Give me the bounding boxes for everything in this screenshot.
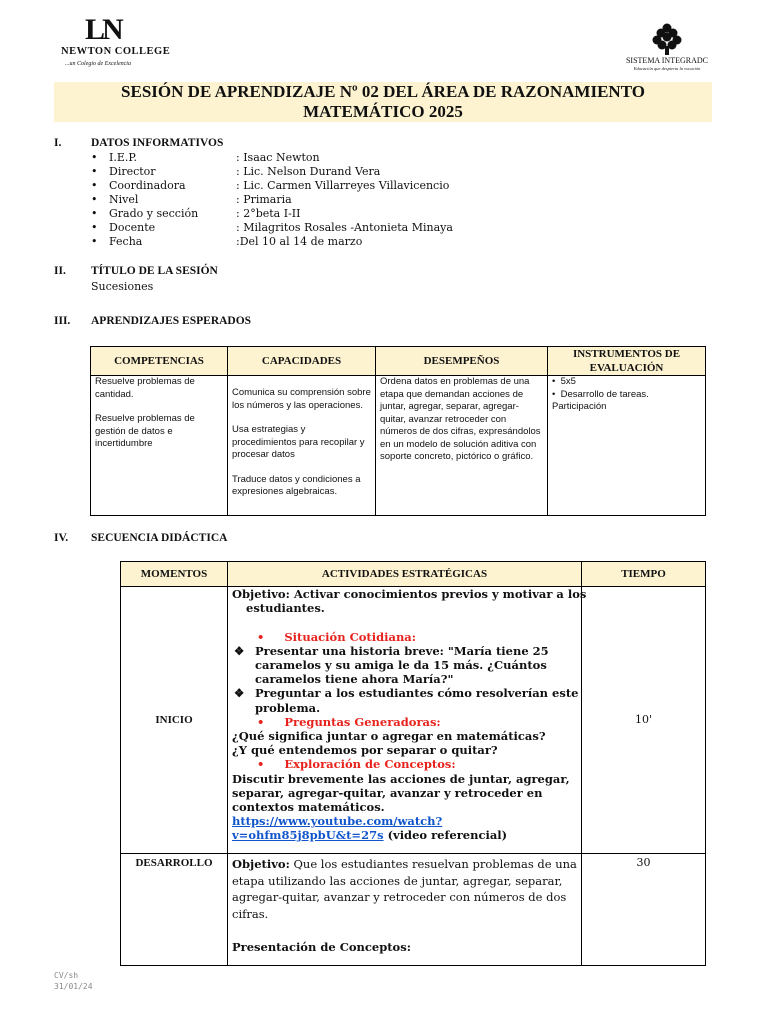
- learning-outcomes-table: [90, 346, 706, 516]
- info-label: Nivel: [109, 193, 139, 206]
- video-link[interactable]: https://www.youtube.com/watch?: [232, 814, 443, 829]
- footer-line-1: CV/sh: [54, 971, 79, 980]
- logo-school-name: NEWTON COLLEGE: [61, 46, 171, 57]
- section-1-title: DATOS INFORMATIVOS: [91, 137, 224, 149]
- question-text: ¿Y qué entendemos por separar o quitar?: [232, 743, 498, 758]
- discutir-text: Discutir brevemente las acciones de juntar, agregar,: [232, 771, 570, 786]
- section-2-title: TÍTULO DE LA SESIÓN: [91, 265, 218, 277]
- section-1-number: I.: [54, 137, 62, 149]
- title-line-1: SESIÓN DE APRENDIZAJE Nº 02 DEL ÁREA DE RAZONAMIENTO: [121, 82, 645, 101]
- section-3-number: III.: [54, 315, 71, 327]
- section-3-title: APRENDIZAJES ESPERADOS: [91, 315, 252, 327]
- info-value: : 2°beta I-II: [236, 207, 301, 220]
- header-tiempo: TIEMPO: [582, 562, 706, 587]
- capacidades-cell: [228, 376, 376, 516]
- competencia-item: Resuelve problemas de cantidad.: [95, 376, 195, 400]
- logo-school-tagline: ...un Colegio de Excelencia: [65, 61, 131, 67]
- generadoras-heading: • Preguntas Generadoras:: [257, 714, 441, 729]
- question-text: ¿Qué significa juntar o agregar en matemáticas?: [232, 729, 546, 744]
- presentacion-heading: Presentación de Conceptos:: [232, 939, 411, 954]
- tiempo-inicio: 10': [582, 587, 706, 854]
- session-title-value: Sucesiones: [91, 280, 154, 293]
- instrumentos-cell: [548, 376, 706, 516]
- header-capacidades: CAPACIDADES: [228, 347, 376, 376]
- capacidad-item: Traduce datos y condiciones a expresiones algebraicas.: [232, 473, 361, 497]
- desempenos-cell: [376, 376, 548, 516]
- footer-line-2: 31/01/24: [54, 982, 93, 991]
- info-value: : Isaac Newton: [236, 151, 320, 164]
- section-4-title: SECUENCIA DIDÁCTICA: [91, 532, 228, 544]
- actividades-inicio: [228, 587, 587, 854]
- instrumento-item: Participación: [552, 401, 607, 412]
- actividades-desarrollo: [228, 854, 582, 966]
- info-value: :Del 10 al 14 de marzo: [236, 235, 363, 248]
- header-momentos: MOMENTOS: [121, 562, 228, 587]
- competencias-cell: [91, 376, 228, 516]
- exploracion-heading: • Exploración de Conceptos:: [257, 757, 456, 772]
- info-label: Docente: [109, 221, 156, 234]
- situacion-heading: • Situación Cotidiana:: [257, 629, 417, 644]
- section-2-number: II.: [54, 265, 66, 277]
- logo-monogram: LN: [85, 13, 121, 46]
- title-line-2: MATEMÁTICO 2025: [303, 102, 463, 121]
- tiempo-desarrollo: 30: [582, 854, 706, 966]
- capacidad-item: Usa estrategias y procedimientos para recopilar y procesar datos: [232, 424, 365, 460]
- discutir-text: contextos matemáticos.: [232, 800, 385, 815]
- info-value: : Primaria: [236, 193, 292, 206]
- objetivo-text: Objetivo: Activar conocimientos previos y motivar a los: [232, 587, 587, 601]
- historia-item: ❖ Presentar una historia breve: "María tiene 25 caramelos y su amiga le da 15 más. ¿Cuántos caramelos tiene ahora María?": [234, 643, 549, 687]
- objetivo-text: cifras.: [232, 906, 269, 921]
- sistema-integrado-logo: [612, 22, 722, 72]
- video-note: (video referencial): [383, 828, 508, 843]
- info-value: : Milagritos Rosales -Antonieta Minaya: [236, 221, 453, 234]
- header-actividades: ACTIVIDADES ESTRATÉGICAS: [228, 562, 582, 587]
- info-label: Fecha: [109, 235, 143, 248]
- diamond-bullet-icon: ❖: [234, 643, 245, 658]
- tree-emblem-icon: [612, 22, 722, 56]
- section-4-number: IV.: [54, 532, 69, 544]
- objetivo-text: etapa utilizando las acciones de juntar, agregar, separar,: [232, 873, 563, 888]
- capacidad-item: Comunica su comprensión sobre los números y las operaciones.: [232, 387, 371, 411]
- objetivo-text: Que los estudiantes resuelvan problemas de una: [289, 857, 577, 871]
- info-label: Coordinadora: [109, 179, 186, 192]
- momento-desarrollo: DESARROLLO: [121, 854, 228, 966]
- objetivo-text: agregar-quitar, avanzar y retroceder con números de dos: [232, 890, 567, 904]
- newton-college-logo: [55, 14, 173, 70]
- instrumento-item: • Desarrollo de tareas.: [552, 388, 649, 400]
- logo-system-tagline: Educación que despierta la vocación: [633, 66, 701, 71]
- header-desempenos: DESEMPEÑOS: [376, 347, 548, 376]
- info-value: : Lic. Carmen Villarreyes Villavicencio: [236, 179, 450, 192]
- header-instrumentos: INSTRUMENTOS DE EVALUACIÓN: [548, 347, 706, 376]
- header-competencias: COMPETENCIAS: [91, 347, 228, 376]
- objetivo-label: Objetivo:: [232, 857, 290, 871]
- video-link-cont[interactable]: v=ohfm85j8pbU&t=27s: [232, 828, 384, 843]
- info-label: Director: [109, 165, 156, 178]
- info-label: I.E.P.: [109, 151, 138, 164]
- preguntar-item: ❖ Preguntar a los estudiantes cómo resolverían este problema.: [234, 686, 579, 715]
- info-label: Grado y sección: [109, 207, 199, 220]
- desempeno-text: Ordena datos en problemas de una etapa que demandan acciones de juntar, agregar, separar, agregar-quitar, avanzar retroceder con números de dos cifras, expresándolos en un modelo de solución aditiva con soporte concreto, pictórico o gráfico.: [380, 376, 541, 462]
- objetivo-text: estudiantes.: [246, 601, 325, 616]
- competencia-item: Resuelve problemas de gestión de datos e incertidumbre: [95, 413, 195, 449]
- logo-system-name: SISTEMA INTEGRADC: [625, 56, 708, 65]
- didactic-sequence-table: [120, 561, 706, 966]
- info-value: : Lic. Nelson Durand Vera: [236, 165, 381, 178]
- momento-inicio: INICIO: [121, 587, 228, 854]
- instrumento-item: • 5x5: [552, 376, 576, 387]
- document-title: [54, 82, 712, 122]
- footer-code: [54, 970, 93, 992]
- discutir-text: separar, agregar-quitar, avanzar y retroceder en: [232, 785, 543, 800]
- diamond-bullet-icon: ❖: [234, 686, 245, 701]
